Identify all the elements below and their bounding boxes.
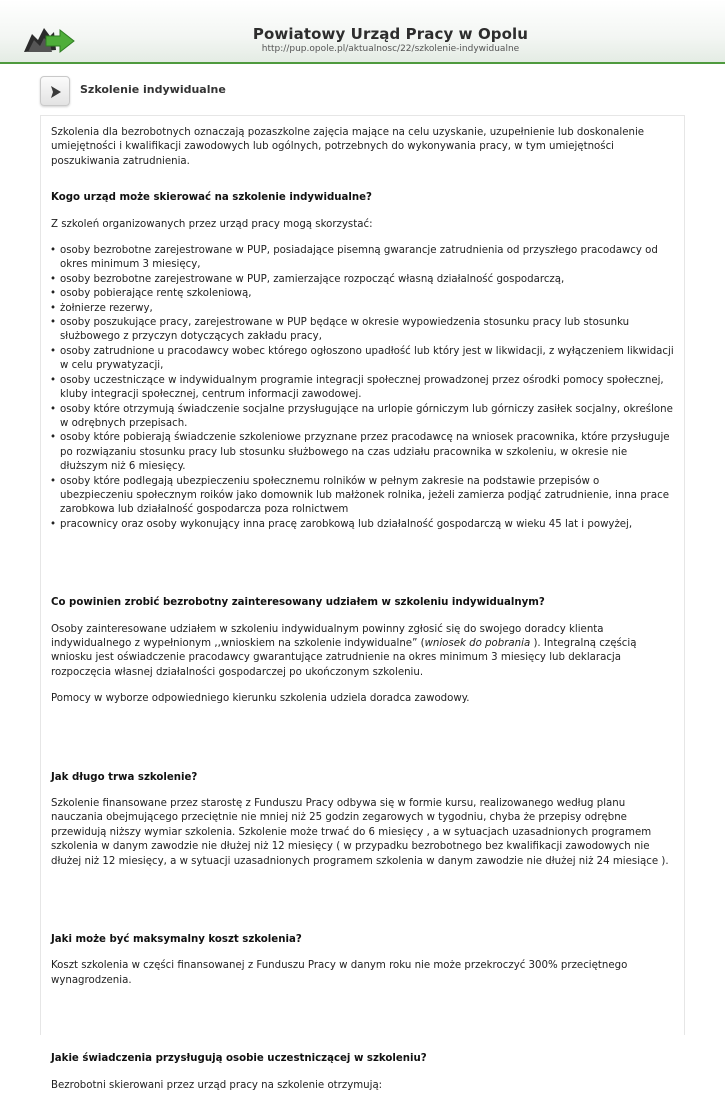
site-title[interactable]: Powiatowy Urząd Pracy w Opolu [252, 25, 529, 43]
list-item: • osoby uczestniczące w indywidualnym programie integracji społecznej prowadzonej przez ośrodki pomocy społecznej, kluby integracji społecznej, centrum informacji zawodowej. [51, 374, 674, 403]
section-heading-cost: Jaki może być maksymalny koszt szkolenia? [51, 934, 302, 946]
list-item: • osoby które pobierają świadczenie szkoleniowe przyznane przez pracodawcę na wniosek pracownika, które przysługuje po rozwiązaniu stosunku pracy lub stosunku służbowego na czas udziału pracownika w szkoleniu, w okresie nie dłuższym niż 6 miesięcy. [51, 431, 674, 474]
site-url: http://pup.opole.pl/aktualnosc/22/szkolenie-indywidualne [261, 44, 520, 54]
text-span: Osoby zainteresowane udziałem w szkoleniu indywidualnym powinny zgłosić się do swojego doradcy klienta indywidualnego z wypełnionym ,,wnioskiem na szkolenie indywidualne” ( [51, 623, 604, 649]
section-heading-duration: Jak długo trwa szkolenie? [51, 771, 198, 783]
list-item: • osoby pobierające rentę szkoleniową, [51, 287, 674, 301]
list-item: • osoby bezrobotne zarejestrowane w PUP, posiadające pisemną gwarancje zatrudnienia od przyszłego pracodawcy od okres minimum 3 miesięcy, [51, 244, 674, 273]
intro-paragraph: Szkolenia dla bezrobotnych oznaczają pozaszkolne zajęcia mające na celu uzyskanie, uzupełnienie lub doskonalenie umiejętności i kwalifikacji zawodowych lub ogólnych, potrzebnych do wykonywania pracy, w tym umiejętności poszukiwania zatrudnienia. [51, 127, 645, 167]
list-item: • osoby poszukujące pracy, zarejestrowane w PUP będące w okresie wypowiedzenia stosunku pracy lub stosunku służbowego z przyczyn dotyczących zakładu pracy, [51, 316, 674, 345]
list-item: • osoby które otrzymują świadczenie socjalne przysługujące na urlopie górniczym lub górniczy zasiłek socjalny, określone w odrębnych przepisach. [51, 403, 674, 432]
section-text-who: Z szkoleń organizowanych przez urząd pracy mogą skorzystać: [51, 218, 373, 230]
section-heading-what-to-do: Co powinien zrobić bezrobotny zainteresowany udziałem w szkoleniu indywidualnym? [51, 597, 545, 609]
arrow-button[interactable] [40, 76, 70, 106]
article-content [40, 115, 685, 1091]
list-item: • osoby bezrobotne zarejestrowane w PUP, zamierzające rozpocząć własną działalność gospodarczą, [51, 273, 674, 287]
download-form-link[interactable]: wniosek do pobrania [424, 637, 531, 649]
section-heading-who: Kogo urząd może skierować na szkolenie indywidualne? [51, 192, 372, 204]
play-arrow-icon [50, 85, 62, 99]
section-text-benefits: Bezrobotni skierowani przez urząd pracy na szkolenie otrzymują: [51, 1079, 383, 1091]
list-item: • osoby zatrudnione u pracodawcy wobec którego ogłoszono upadłość lub który jest w likwidacji, z wyłączeniem likwidacji w celu prywatyzacji, [51, 345, 674, 374]
site-header [0, 0, 725, 64]
section-text-cost: Koszt szkolenia w części finansowanej z Funduszu Pracy w danym roku nie może przekroczyć 300% przeciętnego wynagrodzenia. [51, 960, 628, 986]
text-span: ). Integralną częścią wniosku jest oświadczenie pracodawcy gwarantujące zatrudnienie na okres minimum 3 miesięcy lub deklaracja rozpoczęcia własnej działalności gospodarczej po ukończonym szkoleniu. [51, 637, 637, 678]
list-item: • żołnierze rezerwy, [51, 302, 674, 316]
list-item: • pracownicy oraz osoby wykonujący inna pracę zarobkową lub działalność gospodarczą w wieku 45 lat i powyżej, [51, 518, 674, 532]
list-item: • osoby które podlegają ubezpieczeniu społecznemu rolników w pełnym zakresie na podstawie przepisów o ubezpieczeniu społecznym roików jako domownik lub małżonek rolnika, jeżeli zamierza podjąć zatrudnienie, inna prace zarobkowa lub działalność gospodarcza poza rolnictwem [51, 475, 674, 518]
section-text-what-to-do [51, 623, 674, 681]
page-title: Szkolenie indywidualne [80, 83, 226, 96]
section-heading-benefits: Jakie świadczenia przysługują osobie uczestniczącej w szkoleniu? [51, 1053, 427, 1065]
section-text-duration: Szkolenie finansowane przez starostę z Funduszu Pracy odbywa się w formie kursu, realizowanego według planu nauczania obejmującego przeciętnie nie mniej niż 25 godzin zegarowych w tygodniu, chyba że przepisy odrębne przewidują niższy wymiar szkolenia. Szkolenie może trwać do 6 miesięcy , a w sytuacjach uzasadnionych programem szkolenia w danym zawodzie nie dłużej niż 12 miesięcy ( w przypadku bezrobotnego bez kwalifikacji zawodowych nie dłużej niż 12 miesięcy, a w sytuacji uzasadnionych programem szkolenia w danym zawodzie nie dłużej niż 24 miesiące ). [51, 798, 669, 867]
section-text-advisor: Pomocy w wyborze odpowiedniego kierunku szkolenia udziela doradca zawodowy. [51, 693, 470, 705]
eligible-list [51, 244, 674, 532]
